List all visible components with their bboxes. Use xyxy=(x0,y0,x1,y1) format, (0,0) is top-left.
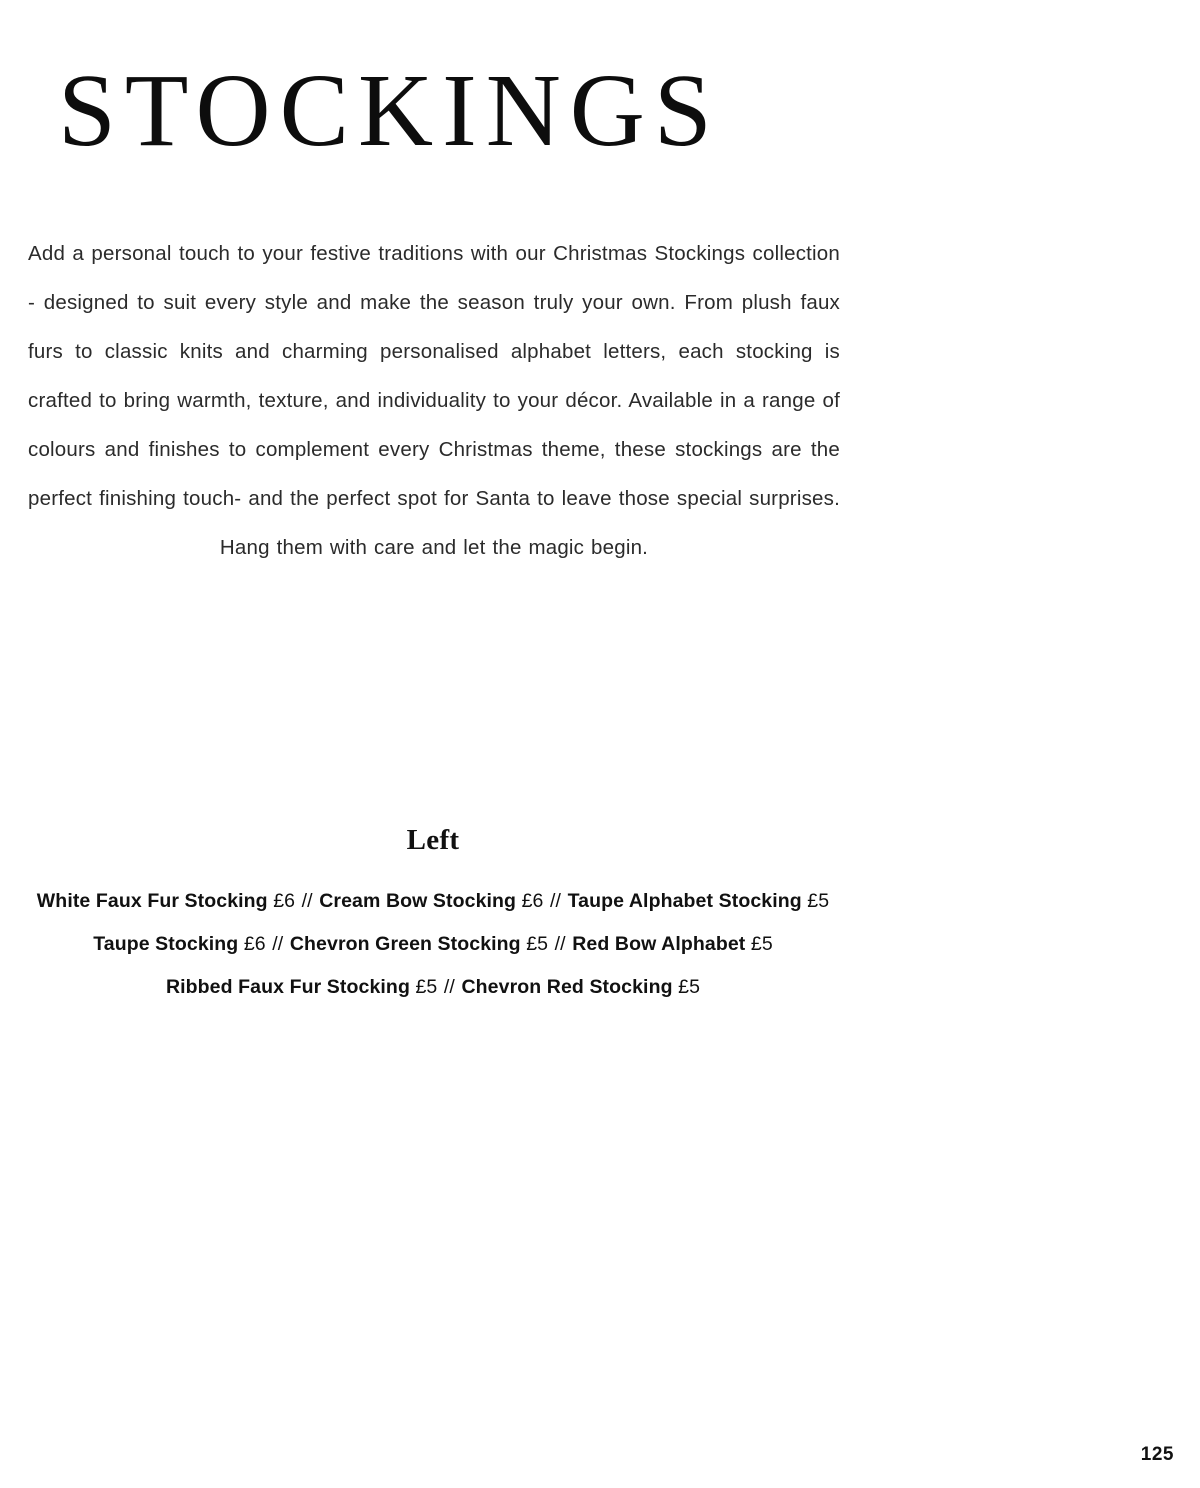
product-separator: // xyxy=(554,933,566,955)
product-price: £5 xyxy=(750,933,773,955)
product-name: Chevron Red Stocking xyxy=(461,976,673,998)
product-price: £6 xyxy=(521,890,544,912)
product-price: £6 xyxy=(243,933,266,955)
product-name: Cream Bow Stocking xyxy=(319,890,517,912)
product-separator: // xyxy=(272,933,284,955)
page-number: 125 xyxy=(1140,1444,1174,1465)
product-name: Red Bow Alphabet xyxy=(572,933,746,955)
section-heading-left: Left xyxy=(406,824,460,857)
intro-paragraph: Add a personal touch to your festive traditions with our Christmas Stockings collection - designed to suit every style and make the season truly your own. From plush faux furs to classic knits and charming personalised alphabet letters, each stocking is crafted to bring warmth, texture, and individuality to your décor. Available in a range of colours and finishes to complement every Christmas theme, these stockings are the perfect finishing touch- and the perfect spot for Santa to leave those special surprises. Hang them with care and let the magic begin. xyxy=(28,241,840,559)
product-name: Taupe Stocking xyxy=(93,933,239,955)
product-separator: // xyxy=(550,890,562,912)
page-title: STOCKINGS xyxy=(58,52,721,168)
product-price: £6 xyxy=(273,890,296,912)
product-separator: // xyxy=(443,976,455,998)
product-price: £5 xyxy=(415,976,438,998)
product-name: Chevron Green Stocking xyxy=(289,933,521,955)
product-line xyxy=(0,923,866,966)
product-line xyxy=(0,880,866,923)
product-price: £5 xyxy=(526,933,549,955)
product-separator: // xyxy=(301,890,313,912)
product-price: £5 xyxy=(807,890,830,912)
product-price: £5 xyxy=(678,976,701,998)
product-name: Ribbed Faux Fur Stocking xyxy=(165,976,410,998)
product-name: Taupe Alphabet Stocking xyxy=(567,890,802,912)
product-line xyxy=(0,966,866,1009)
product-list xyxy=(0,880,866,1009)
product-name: White Faux Fur Stocking xyxy=(36,890,268,912)
